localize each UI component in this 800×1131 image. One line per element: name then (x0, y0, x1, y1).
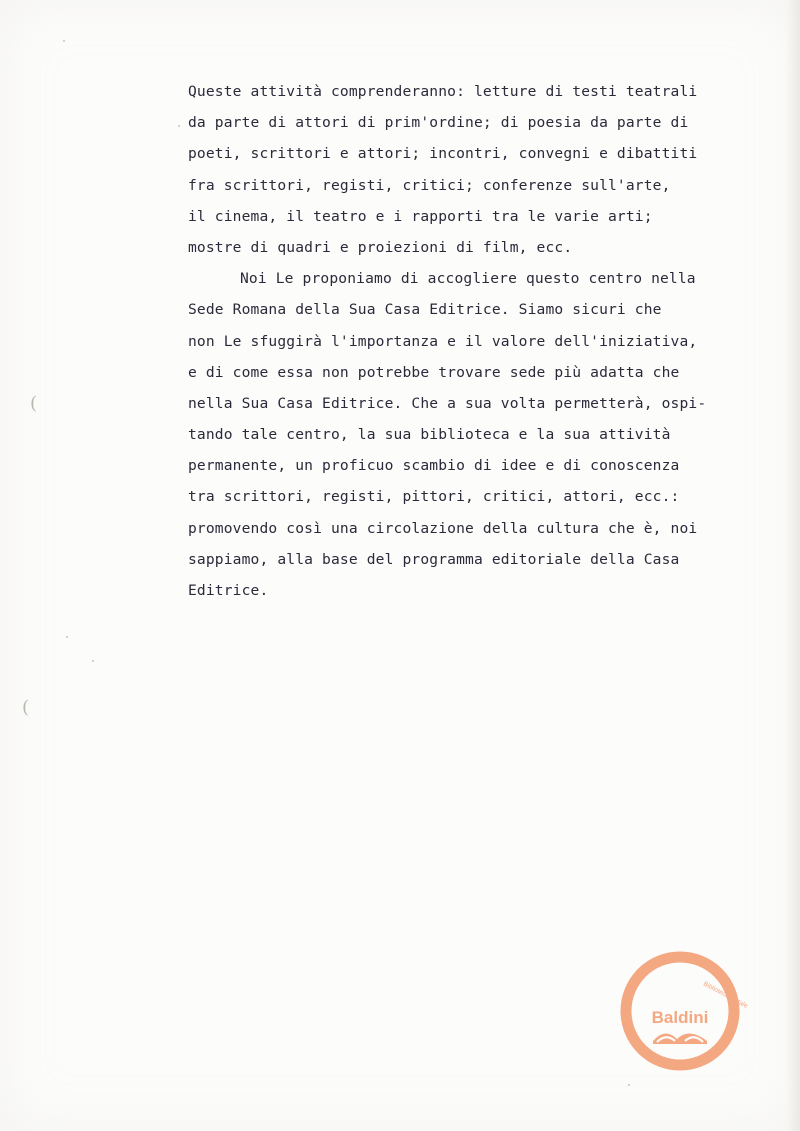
page-edge-shadow (786, 0, 800, 1131)
text-line: Sede Romana della Sua Casa Editrice. Siamo sicuri che (188, 301, 662, 319)
library-stamp (620, 951, 749, 1071)
text-line: promovendo così una circolazione della cultura che è, noi (188, 519, 698, 537)
margin-punch-mark: ( (22, 697, 30, 718)
paper-speck (178, 125, 180, 127)
stamp-name: Baldini (651, 1008, 709, 1027)
paper-speck (63, 40, 65, 42)
text-line: il cinema, il teatro e i rapporti tra le varie arti; (188, 207, 653, 225)
text-line: non Le sfuggirà l'importanza e il valore dell'iniziativa, (188, 332, 698, 350)
text-line: permanente, un proficuo scambio di idee e di conoscenza (188, 457, 680, 475)
text-line: Queste attività comprenderanno: letture di testi teatrali (188, 83, 698, 100)
text-line: da parte di attori di prim'ordine; di poesia da parte di (188, 114, 689, 132)
paper-speck (628, 1084, 630, 1086)
text-line: tra scrittori, registi, pittori, critici, attori, ecc.: (188, 488, 680, 506)
text-line: e di come essa non potrebbe trovare sede più adatta che (188, 363, 680, 381)
text-line: Noi Le proponiamo di accogliere questo centro nella (240, 270, 696, 288)
stamp-arc-text: Biblioteca statale (702, 980, 749, 1010)
text-line: tando tale centro, la sua biblioteca e la sua attività (188, 426, 671, 444)
text-line: poeti, scrittori e attori; incontri, convegni e dibattiti (188, 145, 698, 163)
typewritten-text (188, 76, 768, 606)
text-line: Editrice. (188, 582, 269, 599)
text-line: mostre di quadri e proiezioni di film, ecc. (188, 238, 573, 256)
text-line: sappiamo, alla base del programma editoriale della Casa (188, 550, 680, 568)
paper-speck (66, 636, 68, 638)
paper-speck (92, 660, 94, 662)
text-line: fra scrittori, registi, critici; conferenze sull'arte, (188, 176, 671, 194)
text-line: nella Sua Casa Editrice. Che a sua volta permetterà, ospi- (188, 394, 707, 412)
margin-punch-mark: ( (30, 393, 38, 414)
